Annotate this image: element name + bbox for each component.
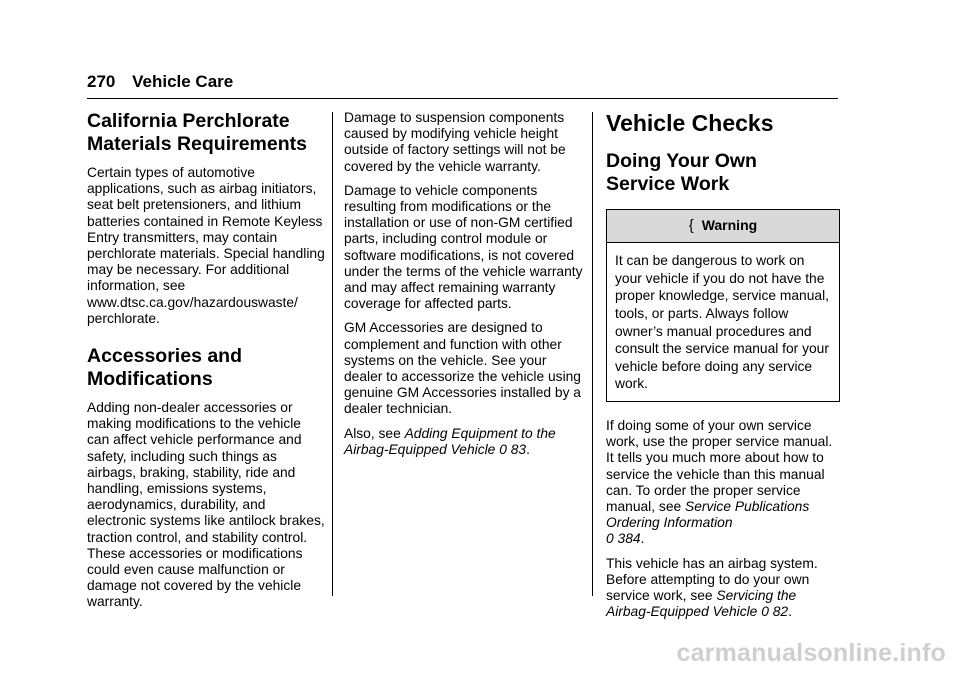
- paragraph-airbag: [606, 556, 840, 621]
- text: .: [788, 604, 792, 620]
- warning-header: [607, 210, 839, 243]
- paragraph-perchlorate: Certain types of automotive applications, such as airbag initiators, seat belt pretensioners, and lithium batteries contained in Remote Keyless Entry transmitters, may contain perchlorate materials. Special handling may be necessary. For additional information, see www.dtsc.ca.gov/hazardouswaste/ perchlorate.: [87, 165, 325, 326]
- cross-reference-link[interactable]: Service Publications Ordering Information: [606, 498, 810, 531]
- paragraph-gm-accessories: GM Accessories are designed to complement and function with other systems on the vehicle. See your dealer to accessorize the vehicle using genuine GM Accessories installed by a dealer technician.: [344, 320, 581, 417]
- text: .: [640, 531, 645, 547]
- column-3: [606, 110, 840, 628]
- heading-accessories: [87, 345, 327, 390]
- heading-line: Service Work: [606, 172, 730, 195]
- warning-icon: {: [688, 217, 694, 234]
- heading-line: Modifications: [87, 367, 213, 390]
- text: .: [526, 441, 530, 457]
- cross-reference-link[interactable]: Servicing the Airbag-Equipped Vehicle: [606, 587, 797, 620]
- heading-perchlorate: [87, 110, 327, 155]
- header-rule: [87, 98, 838, 99]
- column-2: [344, 110, 584, 466]
- heading-line: Materials Requirements: [87, 132, 307, 155]
- warning-label: Warning: [701, 217, 758, 233]
- paragraph-suspension: Damage to suspension components caused by modifying vehicle height outside of factory settings will not be covered by the vehicle warranty.: [344, 110, 566, 174]
- page-reference[interactable]: 384: [617, 531, 641, 547]
- cross-reference-link[interactable]: Adding Equipment to the Airbag-Equipped Vehicle: [344, 425, 556, 457]
- section-title: Vehicle Care: [132, 72, 234, 91]
- heading-vehicle-checks: Vehicle Checks: [606, 110, 774, 136]
- heading-line: Doing Your Own: [606, 150, 757, 172]
- page-header: [87, 72, 233, 92]
- paragraph-components: Damage to vehicle components resulting from modifications or the installation or use of non-GM certified parts, including control module or software modifications, is not covered under the terms of the vehicle warranty and may affect remaining warranty coverage for affected parts.: [344, 182, 583, 312]
- paragraph-accessories: Adding non-dealer accessories or making modifications to the vehicle can affect vehicle performance and safety, including such things as airbags, braking, stability, ride and handling, emissions systems, aerodynamics, durability, and electronic systems like antilock brakes, traction control, and stability control. These accessories or modifications could even cause malfunction or damage not covered by the vehicle warranty.: [87, 400, 325, 610]
- column-1: [87, 110, 327, 619]
- page-ref-icon: 0: [761, 604, 769, 620]
- warning-text: It can be dangerous to work on your vehicle if you do not have the proper knowledge, service manual, tools, or parts. Always follow owner’s manual procedures and consult the service manual for your vehicle before doing any service work.: [615, 253, 829, 392]
- warning-box: [606, 209, 840, 402]
- page-reference[interactable]: 83: [510, 441, 527, 457]
- page-ref-icon: 0: [499, 441, 507, 457]
- heading-own-service: [606, 150, 840, 195]
- heading-line: California Perchlorate: [87, 110, 290, 132]
- text: Also, see: [344, 425, 405, 441]
- watermark: carmanualsonline.info: [676, 639, 946, 667]
- page-number: 270: [87, 72, 116, 91]
- heading-line: Accessories and: [87, 345, 243, 368]
- page-reference[interactable]: 82: [772, 604, 789, 620]
- text: This vehicle has an airbag system. Before attempting to do your own service work, see: [606, 555, 818, 603]
- paragraph-service-manual: [606, 418, 840, 548]
- column-divider-2: [592, 112, 593, 596]
- paragraph-also-see: [344, 426, 584, 458]
- column-divider-1: [332, 112, 333, 596]
- page-ref-icon: 0: [606, 531, 614, 547]
- text: If doing some of your own service work, use the proper service manual. It tells you much more about how to service the vehicle than this manual can. To order the proper service manual, see: [606, 417, 833, 514]
